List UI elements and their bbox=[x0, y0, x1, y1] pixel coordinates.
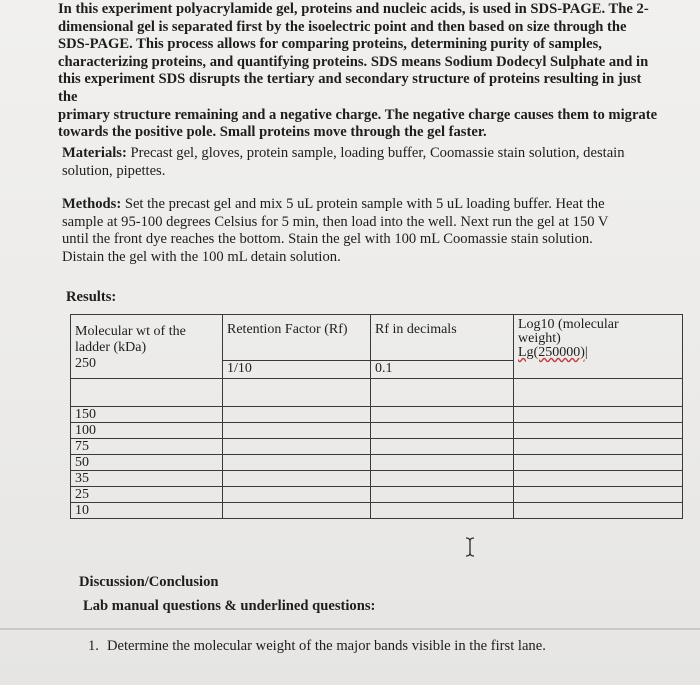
cell-rf-250[interactable]: 1/10 bbox=[223, 361, 371, 379]
table-cell[interactable] bbox=[514, 379, 683, 407]
discussion-heading: Discussion/Conclusion bbox=[79, 574, 219, 590]
cell-mw[interactable]: 100 bbox=[71, 423, 223, 439]
methods-label: Methods: bbox=[62, 196, 122, 212]
table-row bbox=[71, 407, 683, 423]
table-cell[interactable] bbox=[223, 503, 371, 519]
table-cell[interactable] bbox=[223, 455, 371, 471]
cell-mw[interactable]: 75 bbox=[71, 439, 223, 455]
table-cell[interactable] bbox=[371, 379, 514, 407]
intro-line: this experiment SDS disrupts the tertiary and secondary structure of proteins resulting in just the bbox=[58, 71, 642, 105]
methods-line: sample at 95-100 degrees Celsius for 5 min, then load into the well. Next run the gel at 150 V bbox=[62, 213, 609, 230]
table-header-row bbox=[71, 315, 683, 361]
results-heading: Results: bbox=[66, 289, 117, 305]
table-cell[interactable] bbox=[371, 423, 514, 439]
table-cell[interactable] bbox=[223, 471, 371, 487]
table-row bbox=[71, 379, 683, 407]
table-row bbox=[71, 471, 683, 487]
header-log10: Log10 (molecular weight) Lg(250000)| bbox=[514, 315, 683, 379]
table-row bbox=[71, 503, 683, 519]
table-row bbox=[71, 439, 683, 455]
materials-label: Materials: bbox=[62, 145, 127, 161]
methods-line: Set the precast gel and mix 5 uL protein sample with 5 uL loading buffer. Heat the bbox=[121, 196, 605, 212]
cell-rf-decimal-250[interactable]: 0.1 bbox=[371, 361, 514, 379]
cell-mw[interactable]: 150 bbox=[71, 407, 223, 423]
table-cell[interactable] bbox=[514, 455, 683, 471]
table-cell[interactable] bbox=[371, 471, 514, 487]
methods-paragraph bbox=[62, 196, 647, 266]
table-cell[interactable] bbox=[71, 379, 223, 407]
table-row bbox=[71, 423, 683, 439]
header-rf-decimals: Rf in decimals bbox=[371, 315, 514, 361]
materials-line: Precast gel, gloves, protein sample, loading buffer, Coomassie stain solution, destain bbox=[126, 145, 625, 161]
table-cell[interactable] bbox=[371, 455, 514, 471]
question-text: Determine the molecular weight of the major bands visible in the first lane. bbox=[106, 638, 546, 654]
materials-line: solution, pipettes. bbox=[62, 162, 166, 179]
table-cell[interactable] bbox=[371, 487, 514, 503]
cell-mw-250[interactable]: 250 bbox=[75, 356, 96, 371]
table-cell[interactable] bbox=[514, 503, 683, 519]
cell-mw[interactable]: 10 bbox=[71, 503, 223, 519]
intro-line: SDS-PAGE. This process allows for comparing proteins, determining purity of samples, bbox=[58, 36, 602, 53]
table-cell[interactable] bbox=[223, 407, 371, 423]
table-cell[interactable] bbox=[371, 503, 514, 519]
intro-line: characterizing proteins, and quantifying proteins. SDS means Sodium Dodecyl Sulphate and in bbox=[58, 53, 649, 70]
header-retention-factor: Retention Factor (Rf) bbox=[223, 315, 371, 361]
table-cell[interactable] bbox=[371, 439, 514, 455]
table-cell[interactable] bbox=[223, 379, 371, 407]
results-table bbox=[70, 314, 683, 519]
materials-paragraph bbox=[62, 145, 662, 180]
question-1 bbox=[88, 638, 546, 655]
table-row bbox=[71, 487, 683, 503]
intro-line: primary structure remaining and a negative charge. The negative charge causes them to migrate bbox=[58, 106, 658, 123]
table-cell[interactable] bbox=[223, 439, 371, 455]
header-molecular-weight: Molecular wt of the ladder (kDa) 250 bbox=[71, 315, 223, 379]
page-fold-divider bbox=[0, 628, 700, 630]
intro-line: In this experiment polyacrylamide gel, proteins and nucleic acids, is used in SDS-PAGE. The 2- bbox=[58, 1, 649, 17]
table-cell[interactable] bbox=[514, 487, 683, 503]
cell-mw[interactable]: 50 bbox=[71, 455, 223, 471]
intro-paragraph bbox=[58, 1, 658, 142]
table-cell[interactable] bbox=[223, 423, 371, 439]
question-number: 1. bbox=[88, 638, 99, 654]
cell-mw[interactable]: 35 bbox=[71, 471, 223, 487]
methods-line: until the front dye reaches the bottom. Stain the gel with 100 mL Coomassie stain solution. bbox=[62, 231, 593, 248]
text-cursor-icon bbox=[464, 536, 476, 558]
table-cell[interactable] bbox=[223, 487, 371, 503]
lab-manual-heading: Lab manual questions & underlined questions: bbox=[83, 598, 376, 614]
table-cell[interactable] bbox=[514, 471, 683, 487]
table-cell[interactable] bbox=[514, 423, 683, 439]
table-cell[interactable] bbox=[514, 439, 683, 455]
intro-line: dimensional gel is separated first by the isoelectric point and then based on size through the bbox=[58, 18, 627, 35]
cell-log10-250[interactable]: Lg(250000)| bbox=[518, 345, 588, 360]
table-cell[interactable] bbox=[371, 407, 514, 423]
cell-mw[interactable]: 25 bbox=[71, 487, 223, 503]
table-row bbox=[71, 455, 683, 471]
methods-line: Distain the gel with the 100 mL detain solution. bbox=[62, 248, 341, 265]
table-cell[interactable] bbox=[514, 407, 683, 423]
intro-line: towards the positive pole. Small proteins move through the gel faster. bbox=[58, 124, 487, 141]
